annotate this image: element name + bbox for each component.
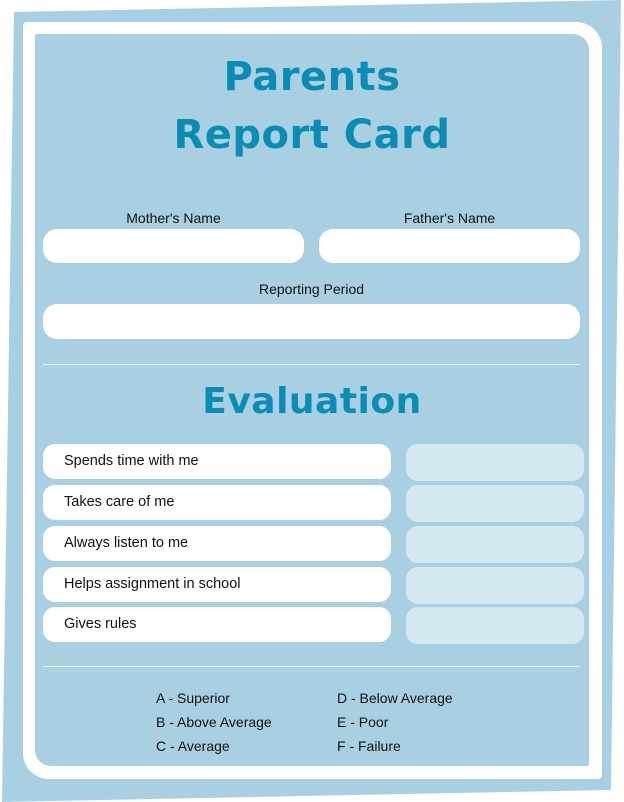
- evaluation-row-label: Spends time with me: [43, 444, 391, 479]
- father-name-label: Father's Name: [403, 210, 496, 226]
- evaluation-row-label: Always listen to me: [43, 526, 391, 561]
- legend-item-e: E - Poor: [337, 714, 389, 730]
- evaluation-row-label: Helps assignment in school: [43, 567, 391, 602]
- legend-item-b: B - Above Average: [156, 714, 272, 730]
- evaluation-row-label: Takes care of me: [43, 485, 391, 520]
- legend-item-a: A - Superior: [156, 690, 230, 706]
- section-divider: [43, 364, 580, 365]
- legend-item-f: F - Failure: [337, 738, 401, 754]
- page-title-line2: Report Card: [173, 112, 451, 158]
- evaluation-grade-field[interactable]: [406, 444, 584, 481]
- legend-item-c: C - Average: [156, 738, 230, 754]
- evaluation-grade-field[interactable]: [406, 526, 584, 563]
- father-name-field[interactable]: [319, 229, 580, 263]
- legend-divider: [43, 666, 580, 667]
- page-title-line1: Parents: [223, 54, 401, 100]
- reporting-period-field[interactable]: [43, 304, 580, 339]
- mother-name-field[interactable]: [43, 229, 304, 263]
- reporting-period-label: Reporting Period: [258, 281, 365, 297]
- evaluation-title: Evaluation: [202, 381, 422, 422]
- evaluation-grade-field[interactable]: [406, 607, 584, 644]
- mother-name-label: Mother's Name: [126, 210, 221, 226]
- evaluation-row-label: Gives rules: [43, 607, 391, 642]
- legend-item-d: D - Below Average: [337, 690, 453, 706]
- evaluation-grade-field[interactable]: [406, 567, 584, 604]
- evaluation-grade-field[interactable]: [406, 485, 584, 522]
